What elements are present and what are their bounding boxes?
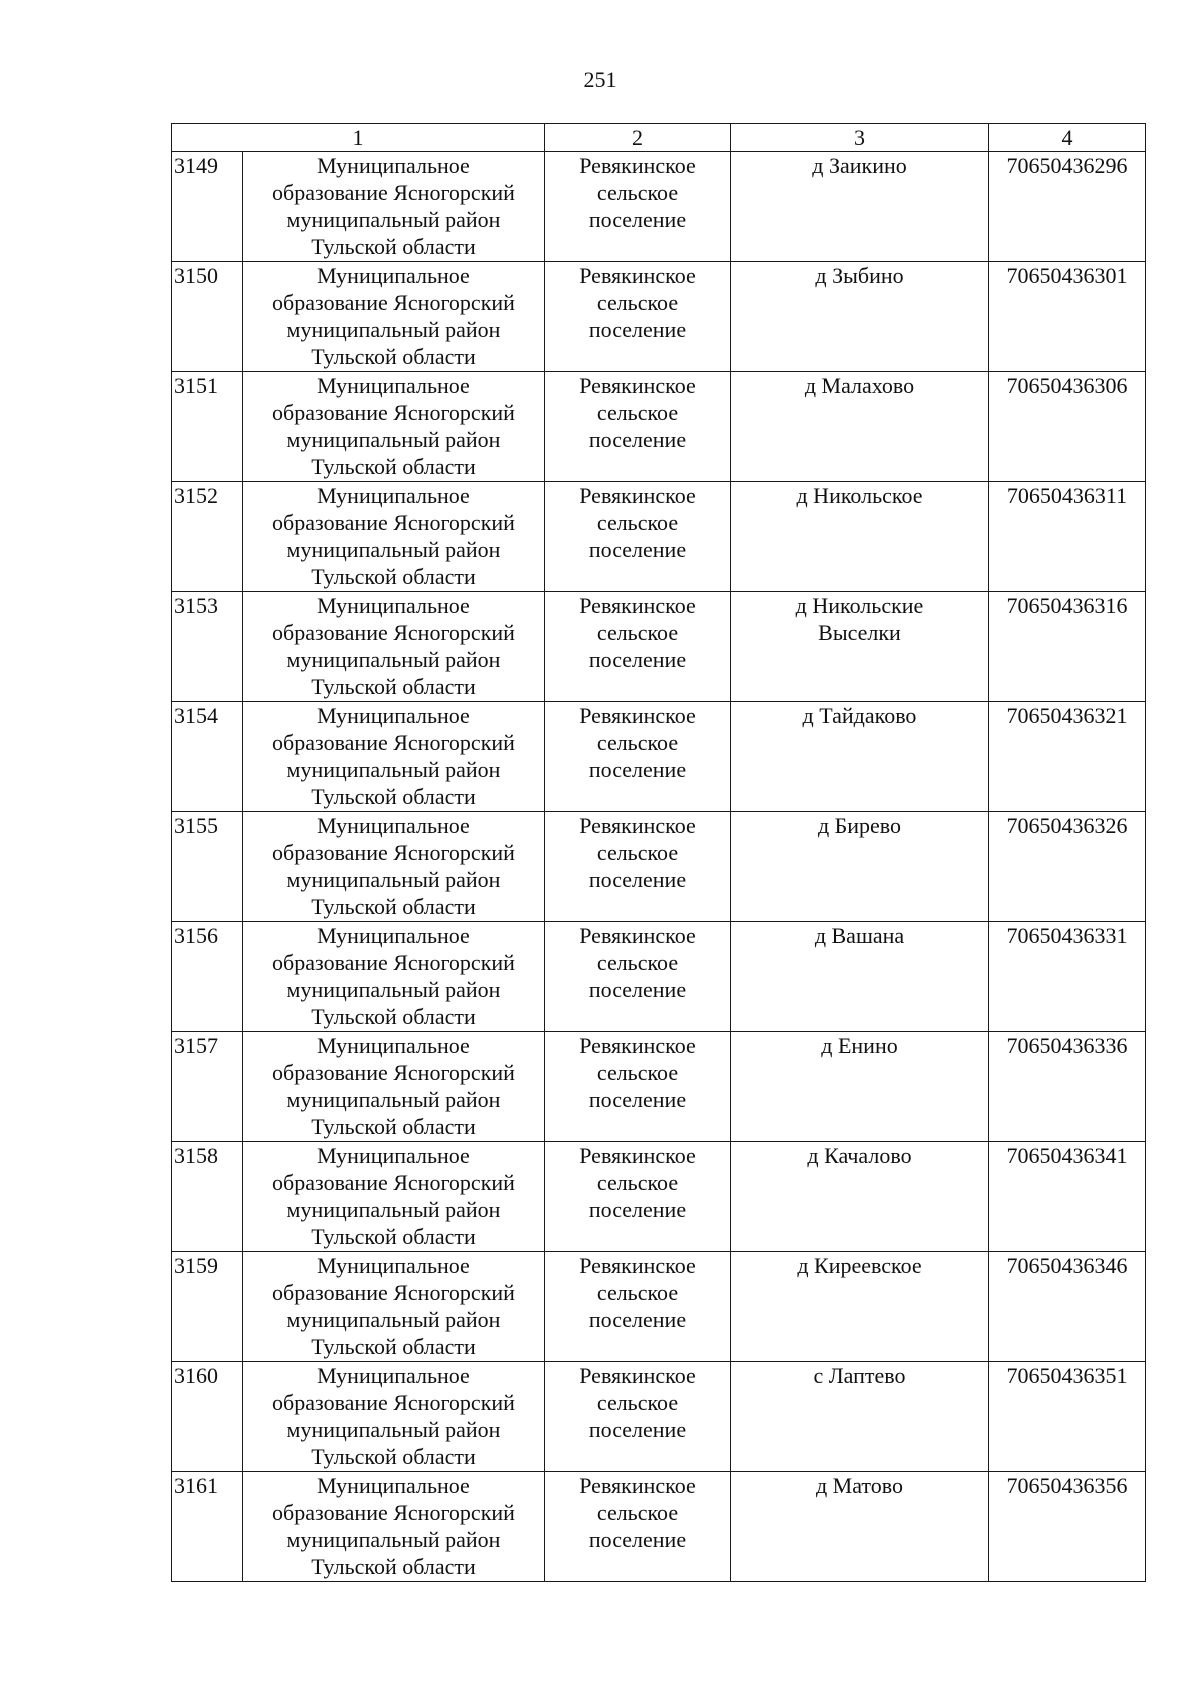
settlement-cell-line: поселение bbox=[588, 1417, 687, 1442]
locality-cell-line: д Заикино bbox=[812, 153, 907, 178]
row-number: 3157 bbox=[172, 1032, 243, 1142]
settlement-cell bbox=[545, 152, 731, 262]
municipality-cell-line: образование Ясногорский bbox=[272, 730, 515, 755]
column-header-3: 3 bbox=[731, 124, 989, 152]
municipality-cell-line: муниципальный район bbox=[286, 427, 501, 452]
settlement-cell-line: поселение bbox=[588, 207, 687, 232]
table-row bbox=[172, 1252, 1146, 1362]
municipality-cell-line: муниципальный район bbox=[286, 317, 501, 342]
municipality-cell-line: Муниципальное bbox=[317, 813, 470, 838]
municipality-cell bbox=[243, 702, 545, 812]
oktmo-code: 70650436351 bbox=[989, 1362, 1146, 1472]
table-row bbox=[172, 702, 1146, 812]
settlement-cell-line: сельское bbox=[596, 290, 679, 315]
municipality-cell-line: Муниципальное bbox=[317, 1363, 470, 1388]
table-row bbox=[172, 812, 1146, 922]
settlement-cell-line: поселение bbox=[588, 647, 687, 672]
settlement-cell-line: сельское bbox=[596, 1280, 679, 1305]
settlement-cell-line: поселение bbox=[588, 867, 687, 892]
oktmo-code: 70650436346 bbox=[989, 1252, 1146, 1362]
municipality-cell-line: муниципальный район bbox=[286, 207, 501, 232]
municipality-cell-line: Тульской области bbox=[311, 1224, 476, 1249]
settlement-cell bbox=[545, 372, 731, 482]
oktmo-code: 70650436356 bbox=[989, 1472, 1146, 1582]
table-row bbox=[172, 482, 1146, 592]
table-row bbox=[172, 592, 1146, 702]
municipality-cell-line: образование Ясногорский bbox=[272, 290, 515, 315]
municipality-cell-line: Муниципальное bbox=[317, 1473, 470, 1498]
row-number: 3159 bbox=[172, 1252, 243, 1362]
municipality-cell-line: Тульской области bbox=[311, 454, 476, 479]
locality-cell-line: д Качалово bbox=[807, 1143, 912, 1168]
municipality-cell-line: муниципальный район bbox=[286, 647, 501, 672]
settlement-cell-line: Ревякинское bbox=[579, 813, 696, 838]
municipality-cell-line: Тульской области bbox=[311, 894, 476, 919]
municipality-cell-line: Муниципальное bbox=[317, 483, 470, 508]
settlement-cell-line: сельское bbox=[596, 1390, 679, 1415]
settlement-cell-line: поселение bbox=[588, 1087, 687, 1112]
locality-cell-line: д Енино bbox=[821, 1033, 898, 1058]
row-number: 3156 bbox=[172, 922, 243, 1032]
settlement-cell bbox=[545, 702, 731, 812]
municipality-cell-line: Муниципальное bbox=[317, 1033, 470, 1058]
municipality-cell-line: образование Ясногорский bbox=[272, 1500, 515, 1525]
settlement-cell-line: сельское bbox=[596, 400, 679, 425]
settlement-cell-line: поселение bbox=[588, 1197, 687, 1222]
municipality-cell bbox=[243, 482, 545, 592]
table-row bbox=[172, 922, 1146, 1032]
municipality-cell-line: Муниципальное bbox=[317, 923, 470, 948]
settlement-cell-line: Ревякинское bbox=[579, 1143, 696, 1168]
municipality-cell-line: Тульской области bbox=[311, 784, 476, 809]
municipality-cell-line: Муниципальное bbox=[317, 1253, 470, 1278]
settlement-cell-line: сельское bbox=[596, 730, 679, 755]
registry-table bbox=[171, 123, 1146, 1582]
locality-cell-line: д Вашана bbox=[814, 923, 905, 948]
municipality-cell-line: Тульской области bbox=[311, 564, 476, 589]
settlement-cell bbox=[545, 1472, 731, 1582]
municipality-cell bbox=[243, 1032, 545, 1142]
oktmo-code: 70650436331 bbox=[989, 922, 1146, 1032]
municipality-cell-line: муниципальный район bbox=[286, 1527, 501, 1552]
locality-cell bbox=[731, 592, 989, 702]
locality-cell bbox=[731, 1142, 989, 1252]
column-header-1: 1 bbox=[172, 124, 545, 152]
municipality-cell bbox=[243, 592, 545, 702]
locality-cell-line: д Никольские bbox=[795, 593, 924, 618]
municipality-cell bbox=[243, 922, 545, 1032]
municipality-cell-line: Муниципальное bbox=[317, 263, 470, 288]
locality-cell-line: д Тайдаково bbox=[802, 703, 917, 728]
row-number: 3149 bbox=[172, 152, 243, 262]
settlement-cell-line: сельское bbox=[596, 180, 679, 205]
municipality-cell-line: муниципальный район bbox=[286, 1087, 501, 1112]
settlement-cell-line: Ревякинское bbox=[579, 373, 696, 398]
municipality-cell bbox=[243, 1142, 545, 1252]
table-row bbox=[172, 1142, 1146, 1252]
settlement-cell-line: сельское bbox=[596, 1500, 679, 1525]
settlement-cell-line: Ревякинское bbox=[579, 153, 696, 178]
locality-cell-line: д Малахово bbox=[804, 373, 915, 398]
municipality-cell-line: Тульской области bbox=[311, 674, 476, 699]
locality-cell bbox=[731, 702, 989, 812]
municipality-cell bbox=[243, 812, 545, 922]
column-header-4: 4 bbox=[989, 124, 1146, 152]
settlement-cell-line: поселение bbox=[588, 757, 687, 782]
settlement-cell-line: Ревякинское bbox=[579, 1363, 696, 1388]
settlement-cell-line: поселение bbox=[588, 977, 687, 1002]
settlement-cell-line: Ревякинское bbox=[579, 483, 696, 508]
locality-cell bbox=[731, 1362, 989, 1472]
municipality-cell-line: муниципальный район bbox=[286, 867, 501, 892]
settlement-cell-line: Ревякинское bbox=[579, 593, 696, 618]
municipality-cell bbox=[243, 1362, 545, 1472]
municipality-cell-line: образование Ясногорский bbox=[272, 1170, 515, 1195]
municipality-cell-line: образование Ясногорский bbox=[272, 620, 515, 645]
row-number: 3158 bbox=[172, 1142, 243, 1252]
page-number: 251 bbox=[583, 67, 617, 92]
settlement-cell-line: Ревякинское bbox=[579, 923, 696, 948]
municipality-cell-line: муниципальный район bbox=[286, 1307, 501, 1332]
locality-cell-line: Выселки bbox=[818, 620, 901, 645]
municipality-cell-line: Муниципальное bbox=[317, 373, 470, 398]
oktmo-code: 70650436306 bbox=[989, 372, 1146, 482]
row-number: 3152 bbox=[172, 482, 243, 592]
municipality-cell-line: Муниципальное bbox=[317, 593, 470, 618]
oktmo-code: 70650436336 bbox=[989, 1032, 1146, 1142]
settlement-cell bbox=[545, 922, 731, 1032]
locality-cell-line: д Зыбино bbox=[815, 263, 904, 288]
municipality-cell-line: муниципальный район bbox=[286, 977, 501, 1002]
municipality-cell-line: муниципальный район bbox=[286, 757, 501, 782]
settlement-cell-line: Ревякинское bbox=[579, 1473, 696, 1498]
municipality-cell-line: образование Ясногорский bbox=[272, 840, 515, 865]
settlement-cell-line: Ревякинское bbox=[579, 1033, 696, 1058]
settlement-cell-line: сельское bbox=[596, 950, 679, 975]
locality-cell bbox=[731, 372, 989, 482]
settlement-cell bbox=[545, 1142, 731, 1252]
municipality-cell-line: муниципальный район bbox=[286, 1197, 501, 1222]
settlement-cell-line: Ревякинское bbox=[579, 1253, 696, 1278]
settlement-cell bbox=[545, 592, 731, 702]
row-number: 3153 bbox=[172, 592, 243, 702]
locality-cell-line: д Киреевское bbox=[797, 1253, 922, 1278]
municipality-cell bbox=[243, 1472, 545, 1582]
table-row bbox=[172, 1362, 1146, 1472]
row-number: 3151 bbox=[172, 372, 243, 482]
column-header-2: 2 bbox=[545, 124, 731, 152]
municipality-cell-line: Муниципальное bbox=[317, 1143, 470, 1168]
locality-cell-line: с Лаптево bbox=[813, 1363, 906, 1388]
row-number: 3155 bbox=[172, 812, 243, 922]
locality-cell bbox=[731, 812, 989, 922]
table-row bbox=[172, 262, 1146, 372]
municipality-cell-line: Муниципальное bbox=[317, 703, 470, 728]
municipality-cell-line: образование Ясногорский bbox=[272, 950, 515, 975]
settlement-cell-line: Ревякинское bbox=[579, 263, 696, 288]
municipality-cell-line: Тульской области bbox=[311, 234, 476, 259]
settlement-cell-line: поселение bbox=[588, 427, 687, 452]
table-row bbox=[172, 152, 1146, 262]
locality-cell-line: д Матово bbox=[815, 1473, 903, 1498]
municipality-cell-line: муниципальный район bbox=[286, 537, 501, 562]
settlement-cell-line: сельское bbox=[596, 510, 679, 535]
table-body bbox=[172, 152, 1146, 1582]
municipality-cell-line: образование Ясногорский bbox=[272, 1390, 515, 1415]
municipality-cell-line: Тульской области bbox=[311, 1114, 476, 1139]
municipality-cell bbox=[243, 262, 545, 372]
settlement-cell-line: Ревякинское bbox=[579, 703, 696, 728]
locality-cell bbox=[731, 262, 989, 372]
locality-cell bbox=[731, 482, 989, 592]
settlement-cell-line: поселение bbox=[588, 1307, 687, 1332]
table-row bbox=[172, 1472, 1146, 1582]
locality-cell bbox=[731, 1032, 989, 1142]
oktmo-code: 70650436326 bbox=[989, 812, 1146, 922]
settlement-cell-line: поселение bbox=[588, 317, 687, 342]
settlement-cell-line: поселение bbox=[588, 1527, 687, 1552]
municipality-cell bbox=[243, 152, 545, 262]
locality-cell bbox=[731, 1472, 989, 1582]
municipality-cell-line: образование Ясногорский bbox=[272, 180, 515, 205]
settlement-cell bbox=[545, 1032, 731, 1142]
municipality-cell-line: образование Ясногорский bbox=[272, 1280, 515, 1305]
settlement-cell bbox=[545, 1362, 731, 1472]
oktmo-code: 70650436321 bbox=[989, 702, 1146, 812]
header-row bbox=[172, 124, 1146, 152]
municipality-cell-line: муниципальный район bbox=[286, 1417, 501, 1442]
oktmo-code: 70650436341 bbox=[989, 1142, 1146, 1252]
settlement-cell-line: сельское bbox=[596, 1170, 679, 1195]
locality-cell bbox=[731, 922, 989, 1032]
row-number: 3160 bbox=[172, 1362, 243, 1472]
oktmo-code: 70650436316 bbox=[989, 592, 1146, 702]
settlement-cell bbox=[545, 482, 731, 592]
locality-cell-line: д Никольское bbox=[796, 483, 923, 508]
settlement-cell-line: сельское bbox=[596, 840, 679, 865]
municipality-cell-line: образование Ясногорский bbox=[272, 400, 515, 425]
row-number: 3154 bbox=[172, 702, 243, 812]
settlement-cell-line: поселение bbox=[588, 537, 687, 562]
municipality-cell-line: Муниципальное bbox=[317, 153, 470, 178]
locality-cell bbox=[731, 152, 989, 262]
oktmo-code: 70650436311 bbox=[989, 482, 1146, 592]
locality-cell-line: д Бирево bbox=[817, 813, 902, 838]
table-row bbox=[172, 1032, 1146, 1142]
municipality-cell-line: Тульской области bbox=[311, 1334, 476, 1359]
municipality-cell-line: Тульской области bbox=[311, 344, 476, 369]
municipality-cell bbox=[243, 372, 545, 482]
table-row bbox=[172, 372, 1146, 482]
municipality-cell-line: Тульской области bbox=[311, 1004, 476, 1029]
municipality-cell-line: образование Ясногорский bbox=[272, 510, 515, 535]
settlement-cell bbox=[545, 1252, 731, 1362]
municipality-cell-line: Тульской области bbox=[311, 1554, 476, 1579]
row-number: 3161 bbox=[172, 1472, 243, 1582]
municipality-cell bbox=[243, 1252, 545, 1362]
municipality-cell-line: образование Ясногорский bbox=[272, 1060, 515, 1085]
settlement-cell bbox=[545, 812, 731, 922]
settlement-cell-line: сельское bbox=[596, 620, 679, 645]
settlement-cell-line: сельское bbox=[596, 1060, 679, 1085]
oktmo-code: 70650436296 bbox=[989, 152, 1146, 262]
settlement-cell bbox=[545, 262, 731, 372]
row-number: 3150 bbox=[172, 262, 243, 372]
municipality-cell-line: Тульской области bbox=[311, 1444, 476, 1469]
oktmo-code: 70650436301 bbox=[989, 262, 1146, 372]
locality-cell bbox=[731, 1252, 989, 1362]
